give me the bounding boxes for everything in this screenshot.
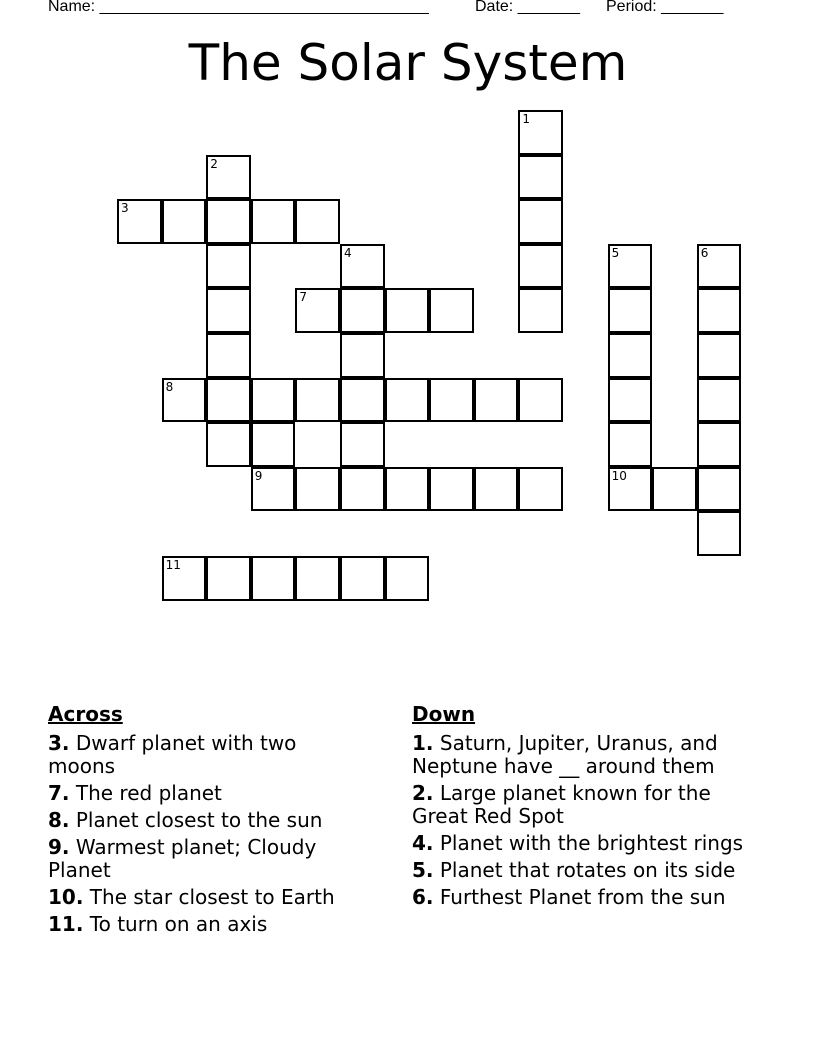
crossword-cell[interactable] <box>518 378 563 423</box>
clue-number-label: 4. <box>412 831 434 855</box>
crossword-cell[interactable] <box>340 288 385 333</box>
date-field[interactable]: Date: _______ <box>475 0 580 15</box>
crossword-cell[interactable] <box>206 333 251 378</box>
down-clue <box>412 732 762 778</box>
clue-text: The star closest to Earth <box>83 885 335 909</box>
crossword-cell[interactable] <box>385 467 430 512</box>
clue-number: 3 <box>121 201 129 216</box>
clue-number: 1 <box>522 112 531 126</box>
clue-number-label: 7. <box>48 781 70 805</box>
crossword-cell[interactable] <box>206 378 251 423</box>
clue-number-label: 1. <box>412 731 434 755</box>
crossword-cell[interactable] <box>608 378 653 423</box>
crossword-cell[interactable] <box>697 422 742 467</box>
crossword-cell[interactable] <box>251 467 296 512</box>
crossword-cell[interactable] <box>608 288 653 333</box>
across-clue <box>48 809 368 832</box>
crossword-cell[interactable] <box>206 288 251 333</box>
down-clue <box>412 859 762 882</box>
crossword-cell[interactable] <box>206 422 251 467</box>
across-heading: Across <box>48 702 123 726</box>
crossword-cell[interactable] <box>518 288 563 333</box>
clue-number: 10 <box>611 468 627 483</box>
clue-number-label: 2. <box>412 781 434 805</box>
crossword-cell[interactable] <box>697 378 742 423</box>
crossword-cell[interactable] <box>697 511 742 556</box>
crossword-cell[interactable] <box>251 556 296 601</box>
crossword-cell[interactable] <box>608 422 653 467</box>
clue-number-label: 3. <box>48 731 70 755</box>
clue-number: 9 <box>254 468 263 483</box>
crossword-cell[interactable] <box>340 378 385 423</box>
across-clue <box>48 913 368 936</box>
crossword-cell[interactable] <box>518 467 563 512</box>
crossword-cell[interactable] <box>697 333 742 378</box>
crossword-cell[interactable] <box>429 467 474 512</box>
across-clue <box>48 782 368 805</box>
crossword-cell[interactable] <box>206 155 251 200</box>
crossword-cell[interactable] <box>385 556 430 601</box>
crossword-cell[interactable] <box>429 288 474 333</box>
clue-number: 8 <box>165 379 174 394</box>
clue-text: Saturn, Jupiter, Uranus, and Neptune have __ around them <box>412 731 718 778</box>
crossword-cell[interactable] <box>474 378 519 423</box>
crossword-cell[interactable] <box>608 244 653 289</box>
crossword-cell[interactable] <box>518 199 563 244</box>
clue-number-label: 6. <box>412 885 434 909</box>
clue-text: Furthest Planet from the sun <box>433 885 726 909</box>
clue-text: To turn on an axis <box>83 912 268 936</box>
crossword-cell[interactable] <box>251 199 296 244</box>
crossword-cell[interactable] <box>697 288 742 333</box>
crossword-cell[interactable] <box>340 333 385 378</box>
crossword-cell[interactable] <box>295 467 340 512</box>
crossword-cell[interactable] <box>295 288 340 333</box>
crossword-cell[interactable] <box>385 378 430 423</box>
crossword-cell[interactable] <box>697 467 742 512</box>
clue-text: Planet that rotates on its side <box>433 858 736 882</box>
clue-text: Planet with the brightest rings <box>433 831 744 855</box>
crossword-cell[interactable] <box>162 199 207 244</box>
crossword-cell[interactable] <box>608 333 653 378</box>
crossword-cell[interactable] <box>162 556 207 601</box>
crossword-cell[interactable] <box>474 467 519 512</box>
clue-number-label: 11. <box>48 912 84 936</box>
crossword-cell[interactable] <box>340 422 385 467</box>
clue-number: 2 <box>210 156 218 171</box>
crossword-cell[interactable] <box>340 244 385 289</box>
across-clue <box>48 836 368 882</box>
across-clue-list <box>48 732 368 936</box>
page-title: The Solar System <box>188 34 628 92</box>
down-clue <box>412 832 762 855</box>
clue-number-label: 9. <box>48 835 70 859</box>
crossword-cell[interactable] <box>206 244 251 289</box>
crossword-cell[interactable] <box>162 378 207 423</box>
down-clues <box>412 702 762 913</box>
clue-text: The red planet <box>69 781 222 805</box>
crossword-cell[interactable] <box>697 244 742 289</box>
crossword-cell[interactable] <box>251 378 296 423</box>
crossword-cell[interactable] <box>295 199 340 244</box>
clue-number: 5 <box>611 245 620 260</box>
crossword-cell[interactable] <box>295 378 340 423</box>
down-clue <box>412 782 762 828</box>
crossword-cell[interactable] <box>385 288 430 333</box>
name-field[interactable]: Name: _____________________________________ <box>48 0 429 15</box>
period-field[interactable]: Period: _______ <box>606 0 724 15</box>
down-clue-list <box>412 732 762 909</box>
crossword-cell[interactable] <box>295 556 340 601</box>
crossword-cell[interactable] <box>518 155 563 200</box>
down-clue <box>412 886 762 909</box>
crossword-cell[interactable] <box>608 467 653 512</box>
crossword-cell[interactable] <box>518 244 563 289</box>
crossword-cell[interactable] <box>340 467 385 512</box>
crossword-cell[interactable] <box>518 110 563 155</box>
clue-number-label: 8. <box>48 808 70 832</box>
clue-number: 6 <box>700 245 709 260</box>
clue-text: Planet closest to the sun <box>69 808 323 832</box>
crossword-cell[interactable] <box>340 556 385 601</box>
crossword-cell[interactable] <box>206 199 251 244</box>
crossword-cell[interactable] <box>652 467 697 512</box>
clue-text: Warmest planet; Cloudy Planet <box>48 835 317 882</box>
clue-number: 7 <box>299 290 308 305</box>
crossword-cell[interactable] <box>206 556 251 601</box>
clue-text: Large planet known for the Great Red Spot <box>412 781 711 828</box>
down-heading: Down <box>412 702 476 726</box>
crossword-cell[interactable] <box>429 378 474 423</box>
crossword-cell[interactable] <box>117 199 162 244</box>
crossword-cell[interactable] <box>251 422 296 467</box>
clue-number: 4 <box>344 245 352 260</box>
clue-number-label: 10. <box>48 885 84 909</box>
across-clues <box>48 702 368 940</box>
clue-text: Dwarf planet with two moons <box>48 731 297 778</box>
across-clue <box>48 732 368 778</box>
across-clue <box>48 886 368 909</box>
clue-number-label: 5. <box>412 858 434 882</box>
clue-number: 11 <box>165 558 181 572</box>
